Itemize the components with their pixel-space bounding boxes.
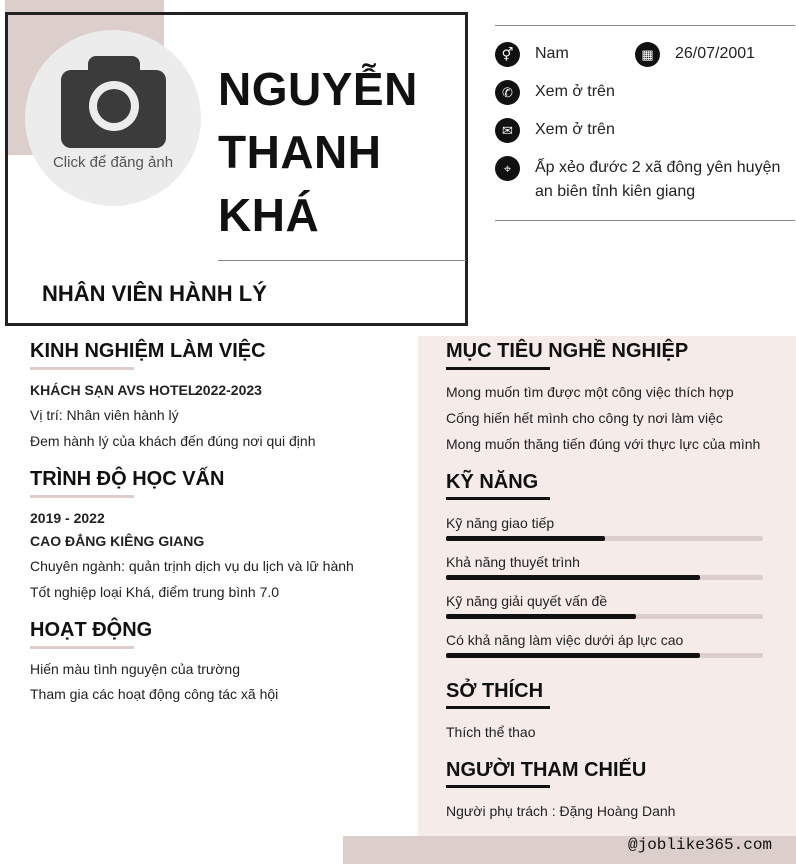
skill-bar [446, 575, 763, 580]
experience-role: Vị trí: Nhân viên hành lý [30, 407, 179, 423]
full-name [218, 58, 418, 247]
divider [495, 25, 795, 26]
camera-lens-inner [97, 89, 131, 123]
education-school: CAO ĐẲNG KIÊNG GIANG [30, 533, 205, 549]
gender-value: Nam [535, 45, 569, 62]
list-item: Tham gia các hoạt động công tác xã hội [30, 686, 279, 702]
section-underline [30, 367, 134, 370]
mail-icon: ✉ [495, 118, 520, 143]
list-item: Mong muốn tìm được một công việc thích hợp [446, 384, 734, 400]
address-value [535, 156, 780, 204]
education-period: 2019 - 2022 [30, 510, 105, 526]
calendar-icon: ▦ [635, 42, 660, 67]
section-title-objective: MỤC TIÊU NGHỀ NGHIỆP [446, 340, 689, 362]
list-item: Cống hiến hết mình cho công ty nơi làm việc [446, 410, 723, 426]
name-line: KHÁ [218, 189, 320, 241]
email-value: Xem ở trên [535, 121, 615, 138]
location-icon: ⌖ [495, 156, 520, 181]
skill-bar-fill [446, 653, 700, 658]
experience-period: 2022-2023 [195, 382, 262, 398]
skill-bar-fill [446, 536, 605, 541]
job-position: NHÂN VIÊN HÀNH LÝ [42, 281, 267, 306]
education-grade: Tốt nghiệp loại Khá, điểm trung bình 7.0 [30, 584, 280, 600]
skill-bar-fill [446, 575, 700, 580]
section-underline [30, 495, 134, 498]
skill-bar [446, 614, 763, 619]
section-title-references: NGƯỜI THAM CHIẾU [446, 759, 647, 781]
section-title-skills: KỸ NĂNG [446, 471, 539, 493]
phone-value: Xem ở trên [535, 83, 615, 100]
section-underline [446, 367, 550, 370]
skill-label: Kỹ năng giao tiếp [446, 515, 555, 531]
section-underline [446, 785, 550, 788]
name-line: NGUYỄN [218, 63, 418, 115]
education-major: Chuyên ngành: quản trịnh dịch vụ du lịch và lữ hành [30, 558, 354, 574]
skill-label: Có khả năng làm việc dưới áp lực cao [446, 632, 684, 648]
experience-desc: Đem hành lý của khách đến đúng nơi qui định [30, 433, 316, 449]
section-underline [446, 497, 550, 500]
watermark: @joblike365.com [628, 836, 773, 854]
divider [218, 260, 466, 261]
name-line: THANH [218, 126, 382, 178]
phone-icon: ✆ [495, 80, 520, 105]
skill-bar [446, 653, 763, 658]
section-title-education: TRÌNH ĐỘ HỌC VẤN [30, 468, 225, 490]
experience-company: KHÁCH SẠN AVS HOTEL [30, 382, 197, 398]
address-line: Ấp xẻo đước 2 xã đông yên huyện [535, 159, 781, 176]
skill-bar-fill [446, 614, 636, 619]
section-underline [30, 646, 134, 649]
reference-person: Người phụ trách : Đặng Hoàng Danh [446, 803, 676, 819]
section-title-activities: HOẠT ĐỘNG [30, 619, 153, 641]
list-item: Thích thể thao [446, 724, 536, 740]
skill-label: Khả năng thuyết trình [446, 554, 580, 570]
section-underline [446, 706, 550, 709]
birthday-value: 26/07/2001 [675, 45, 756, 62]
list-item: Mong muốn thăng tiến đúng với thực lực của mình [446, 436, 761, 452]
skill-label: Kỹ năng giải quyết vấn đề [446, 593, 608, 609]
photo-caption: Click để đăng ảnh [52, 154, 174, 171]
gender-icon: ⚥ [495, 42, 520, 67]
address-line: an biên tỉnh kiên giang [535, 183, 696, 200]
skill-bar [446, 536, 763, 541]
divider [495, 220, 795, 221]
section-title-experience: KINH NGHIỆM LÀM VIỆC [30, 340, 266, 362]
section-title-hobbies: SỞ THÍCH [446, 680, 544, 702]
list-item: Hiến màu tình nguyện của trường [30, 661, 241, 677]
